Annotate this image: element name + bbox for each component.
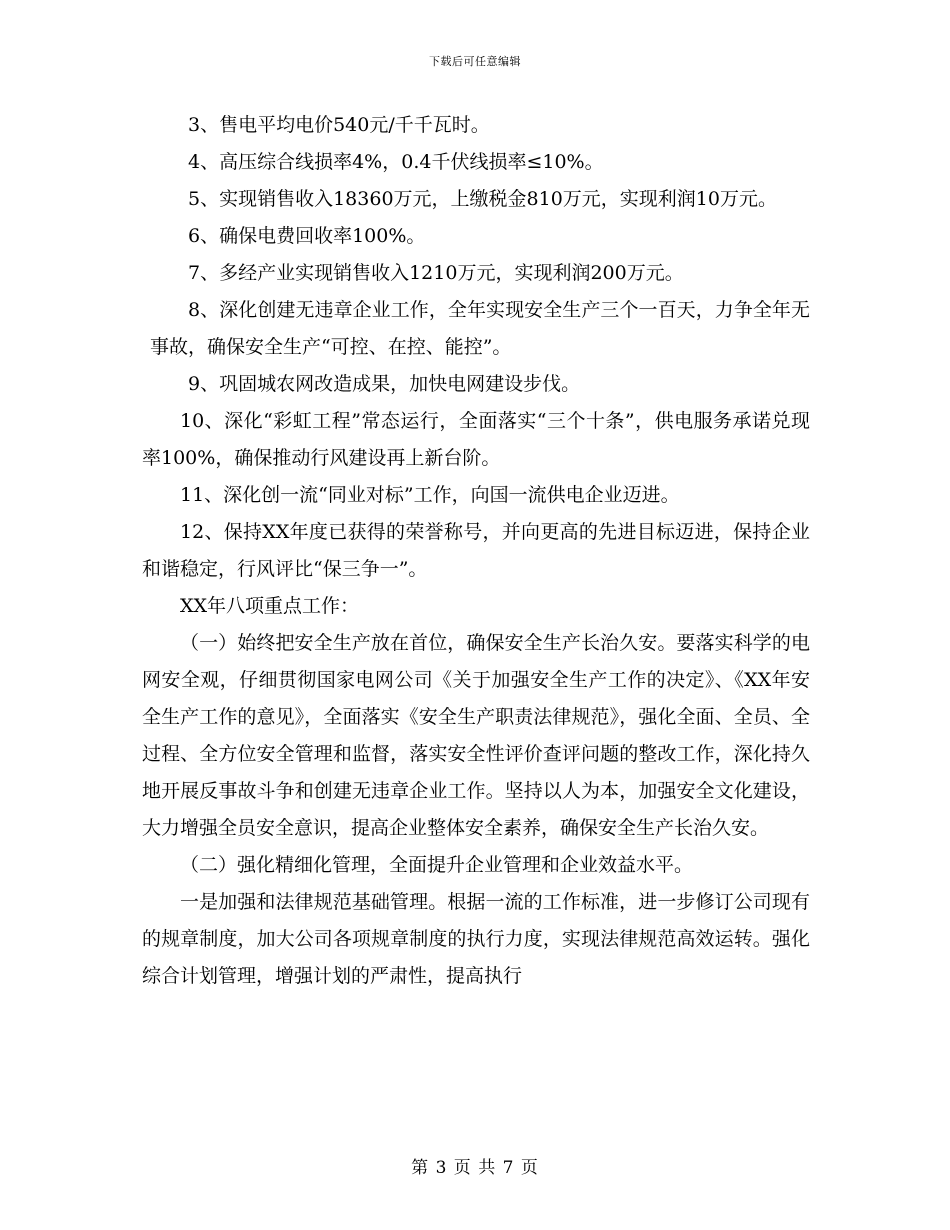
paragraph-item-10: 10、深化“彩虹工程”常态运行，全面落实“三个十条”，供电服务承诺兑现率100%，确保推动行风建设再上新台阶。 [142, 410, 810, 469]
paragraph-item-5: 5、实现销售收入18360万元，上缴税金810万元，实现利润10万元。 [188, 188, 777, 210]
paragraph-regulation: 一是加强和法律规范基础管理。根据一流的工作标准，进一步修订公司现有的规章制度，加大公司各项规章制度的执行力度，实现法律规范高效运转。强化综合计划管理，增强计划的严肃性，提高执行 [142, 891, 810, 987]
paragraph-item-12: 12、保持XX年度已获得的荣誉称号，并向更高的先进目标迈进，保持企业和谐稳定，行风评比“保三争一”。 [142, 521, 810, 580]
paragraph-item-3: 3、售电平均电价540元/千千瓦时。 [188, 114, 490, 136]
paragraph-management: （二）强化精细化管理，全面提升企业管理和企业效益水平。 [180, 854, 694, 876]
page-footer: 第 3 页 共 7 页 [411, 1158, 539, 1178]
paragraph-item-6: 6、确保电费回收率100%。 [188, 225, 426, 247]
paragraph-item-7: 7、多经产业实现销售收入1210万元，实现利润200万元。 [188, 262, 684, 284]
paragraph-safety: （一）始终把安全生产放在首位，确保安全生产长治久安。要落实科学的电网安全观，仔细贯彻国家电网公司《关于加强安全生产工作的决定》、《XX年安全生产工作的意见》，全面落实《安全生产职责法律规范》，强化全面、全员、全过程、全方位安全管理和监督，落实安全性评价查评问题的整改工作，深化持久地开展反事故斗争和创建无违章企业工作。坚持以人为本，加强安全文化建设，大力增强全员安全意识，提高企业整体安全素养，确保安全生产长治久安。 [142, 632, 810, 839]
paragraph-item-9: 9、巩固城农网改造成果，加快电网建设步伐。 [188, 373, 581, 395]
paragraph-item-4: 4、高压综合线损率4%，0.4千伏线损率≤10%。 [188, 151, 604, 173]
paragraph-item-8: 8、深化创建无违章企业工作，全年实现安全生产三个一百天，力争全年无事故，确保安全生产“可控、在控、能控”。 [150, 299, 810, 358]
page-header: 下载后可任意编辑 [429, 55, 521, 68]
document-body [142, 107, 810, 995]
section-heading: XX年八项重点工作： [180, 595, 360, 617]
paragraph-item-11: 11、深化创一流“同业对标”工作，向国一流供电企业迈进。 [180, 484, 680, 506]
